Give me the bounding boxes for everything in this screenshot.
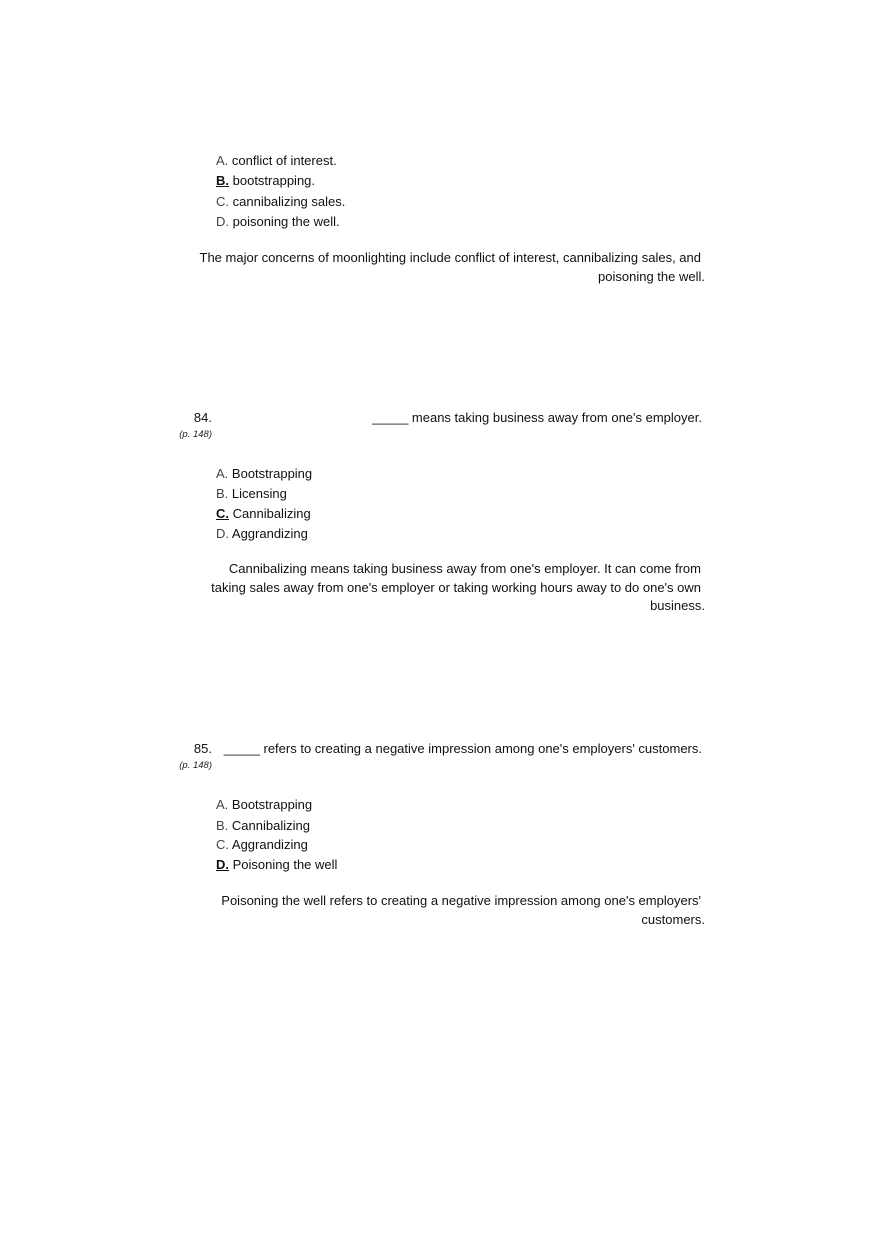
option-text: conflict of interest. [231, 153, 337, 168]
question-85-number: 85. [193, 741, 212, 756]
option-letter: C. [216, 194, 229, 209]
explanation-line: Poisoning the well refers to creating a negative impression among one's employers' [221, 893, 701, 908]
question-84-text: _____ means taking business away from one's employer. [372, 410, 702, 425]
correct-option-letter: B. [216, 173, 229, 188]
correct-option-letter: C. [216, 506, 229, 521]
option-a [216, 153, 337, 169]
option-c-correct [216, 506, 311, 522]
option-letter: A. [216, 153, 229, 168]
option-a [216, 466, 312, 482]
question-84-explanation [211, 560, 705, 616]
option-text: cannibalizing sales. [232, 194, 346, 209]
explanation-line: The major concerns of moonlighting include conflict of interest, cannibalizing sales, and [199, 250, 701, 265]
option-c [216, 194, 345, 210]
option-text: Licensing [231, 486, 287, 501]
option-text: Aggrandizing [231, 837, 308, 852]
option-d-correct [216, 857, 337, 873]
option-d [216, 214, 340, 230]
option-letter: B. [216, 818, 229, 833]
option-letter: B. [216, 486, 229, 501]
question-84-page-ref: (p. 148) [179, 429, 212, 440]
question-85-explanation [221, 892, 705, 929]
option-b [216, 818, 310, 834]
option-text: Poisoning the well [232, 857, 338, 872]
option-text: Cannibalizing [231, 818, 310, 833]
option-letter: D. [216, 214, 229, 229]
option-c [216, 837, 308, 853]
option-text: Cannibalizing [232, 506, 311, 521]
question-85-page-ref: (p. 148) [179, 760, 212, 771]
option-letter: A. [216, 797, 229, 812]
option-letter: D. [216, 526, 229, 541]
explanation-line: business. [650, 598, 705, 613]
option-text: bootstrapping. [232, 173, 316, 188]
option-d [216, 526, 308, 542]
option-a [216, 797, 312, 813]
explanation-line: poisoning the well. [598, 268, 705, 284]
option-text: Aggrandizing [231, 526, 308, 541]
question-85-text: _____ refers to creating a negative impression among one's employers' customers. [223, 741, 702, 756]
explanation-line: Cannibalizing means taking business away from one's employer. It can come from [228, 561, 701, 576]
question-84-number: 84. [193, 410, 212, 425]
option-letter: A. [216, 466, 229, 481]
explanation-line: taking sales away from one's employer or taking working hours away to do one's own [211, 579, 701, 595]
option-b-correct [216, 173, 315, 189]
option-text: Bootstrapping [231, 466, 313, 481]
correct-option-letter: D. [216, 857, 229, 872]
option-letter: C. [216, 837, 229, 852]
option-b [216, 486, 287, 502]
explanation-line: customers. [641, 911, 705, 927]
option-text: Bootstrapping [231, 797, 313, 812]
option-text: poisoning the well. [232, 214, 340, 229]
question-83-explanation [200, 249, 706, 286]
